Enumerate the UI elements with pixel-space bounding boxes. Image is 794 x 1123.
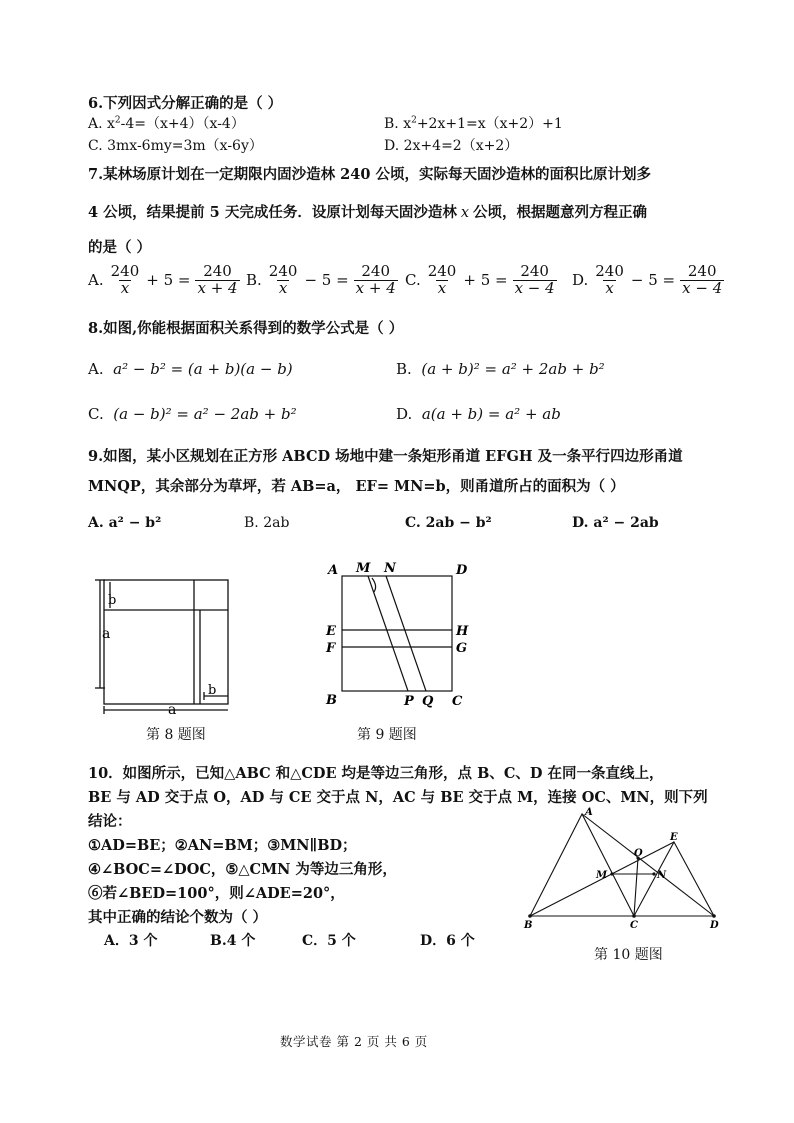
fig9-label-m: M (356, 561, 371, 576)
q6-option-b-post: +2x+1=x（x+2）+1 (416, 116, 563, 132)
q9-option-a[interactable]: A. a² − b² (88, 515, 162, 531)
q10-option-c[interactable]: C．5 个 (302, 933, 356, 949)
q7-option-c-num2: 240 (520, 262, 549, 280)
q7-option-c-op: + 5 = (463, 271, 508, 290)
q6-option-c[interactable]: C. 3mx-6my=3m（x-6y） (88, 138, 263, 154)
q7-option-d-op: − 5 = (630, 271, 676, 290)
fig9-label-c: C (452, 694, 463, 709)
fig9-label-n: N (384, 561, 396, 576)
q10-line4: ①AD=BE；②AN=BM；③MN∥BD； (88, 837, 357, 854)
q10-option-a[interactable]: A．3 个 (104, 933, 158, 949)
q10-line7: 其中正确的结论个数为（ ） (88, 909, 268, 926)
figure-9 (316, 556, 476, 716)
q6-option-a-sup: 2 (114, 115, 121, 126)
fig9-square-abcd (342, 576, 452, 691)
fig10-label-n: N (657, 870, 667, 881)
q7-line2-post: 公顷，根据题意列方程正确 (473, 204, 648, 221)
q9-option-d[interactable]: D. a² − 2ab (572, 515, 659, 531)
q10-line3: 结论： (88, 813, 132, 830)
q7-line2-pre: 4 公顷，结果提前 5 天完成任务．设原计划每天固沙造林 (88, 204, 457, 221)
fig10-triangle-abc (530, 814, 634, 916)
q7-variable-x: x (460, 205, 470, 221)
fig10-point-n (652, 872, 655, 875)
q8-option-c-formula: (a − b)² = a² − 2ab + b² (113, 405, 297, 423)
q9-line1: 9.如图，某小区规划在正方形 ABCD 场地中建一条矩形甬道 EFGH 及一条平行四边形甬道 (88, 448, 683, 465)
fig9-line-mp (368, 576, 408, 691)
q10-option-b[interactable]: B.4 个 (210, 933, 256, 949)
q6-option-a-post: -4=（x+4）（x-4） (120, 116, 245, 132)
fig8-label-a-left: a (102, 626, 111, 642)
q6-option-b-pre: B. x (384, 116, 412, 132)
q7-option-a[interactable] (88, 264, 242, 297)
fig10-triangle-cde (634, 842, 714, 916)
q8-option-d-formula: a(a + b) = a² + ab (421, 405, 561, 423)
q7-option-d[interactable] (572, 264, 726, 297)
q6-option-b[interactable] (384, 113, 563, 133)
q8-option-d-label: D. (396, 405, 413, 423)
q7-line1: 7.某林场原计划在一定期限内固沙造林 240 公顷，实际每天固沙造林的面积比原计划多 (88, 166, 651, 183)
q8-option-d[interactable] (396, 405, 561, 423)
figure-8 (90, 568, 250, 720)
page-footer: 数学试卷 第 2 页 共 6 页 (280, 1034, 428, 1049)
q7-option-c-label: C. (405, 271, 421, 290)
fig8-label-b-top: b (108, 593, 117, 608)
q7-option-d-den1: x (605, 278, 614, 297)
fig9-caption: 第 9 题图 (357, 727, 417, 743)
q10-line6: ⑥若∠BED=100°，则∠ADE=20°， (88, 885, 345, 902)
q8-option-c[interactable] (88, 405, 297, 423)
q7-option-d-label: D. (572, 271, 589, 290)
q6-option-d[interactable]: D. 2x+4=2（x+2） (384, 138, 519, 154)
q8-option-c-label: C. (88, 405, 104, 423)
fig10-label-a: A (585, 807, 593, 818)
q7-option-c[interactable] (405, 264, 559, 297)
q8-option-a-label: A. (88, 360, 104, 378)
fig9-label-g: G (456, 641, 468, 656)
q7-option-c-den1: x (437, 278, 447, 297)
fig10-label-d: D (710, 920, 719, 931)
q6-option-a[interactable] (88, 113, 245, 133)
q7-option-b-op: − 5 = (304, 271, 349, 290)
fig10-point-b (528, 914, 532, 918)
fig10-label-o: O (634, 848, 643, 859)
q10-line1: 10．如图所示，已知△ABC 和△CDE 均是等边三角形，点 B、C、D 在同一条直线上， (88, 765, 664, 782)
q7-option-b[interactable] (246, 264, 400, 297)
q8-option-b-label: B. (396, 360, 412, 378)
fig10-label-e: E (670, 832, 678, 843)
fig10-point-d (712, 914, 716, 918)
fig9-label-e: E (326, 624, 336, 639)
fig10-line-oc (634, 858, 638, 916)
q8-option-b-formula: (a + b)² = a² + 2ab + b² (421, 360, 605, 378)
fig9-label-b: B (326, 693, 337, 708)
q7-option-a-num2: 240 (203, 262, 232, 280)
fig8-caption: 第 8 题图 (146, 727, 206, 743)
fig9-label-f: F (326, 641, 336, 656)
q6-stem: 6.下列因式分解正确的是（ ） (88, 95, 283, 112)
fig8-label-a-bottom: a (168, 702, 177, 718)
q8-option-a[interactable] (88, 360, 293, 378)
q8-option-b[interactable] (396, 360, 605, 378)
fig10-caption: 第 10 题图 (594, 947, 663, 963)
q7-line2 (88, 201, 647, 222)
figure-10 (518, 806, 728, 932)
fig10-line-ad (582, 814, 714, 916)
q7-option-c-num1: 240 (427, 262, 457, 280)
q7-option-b-num1: 240 (268, 262, 298, 280)
q8-stem: 8.如图,你能根据面积关系得到的数学公式是（ ） (88, 320, 404, 337)
fig9-label-q: Q (422, 694, 434, 709)
q6-option-a-pre: A. x (88, 116, 115, 132)
q7-option-d-num2: 240 (687, 262, 717, 280)
fig10-label-m: M (596, 870, 608, 881)
q7-option-a-den1: x (120, 278, 130, 297)
q7-option-b-num2: 240 (361, 262, 391, 280)
fig10-point-m (610, 872, 613, 875)
fig9-label-h: H (456, 624, 469, 639)
q7-option-c-den2: x − 4 (514, 278, 555, 297)
q10-line5: ④∠BOC=∠DOC，⑤△CMN 为等边三角形， (88, 861, 397, 878)
q7-option-b-label: B. (246, 271, 262, 290)
q7-option-a-label: A. (88, 271, 104, 290)
fig10-label-b: B (524, 920, 533, 931)
fig9-line-nq (386, 576, 426, 691)
q7-option-b-den2: x + 4 (355, 278, 396, 297)
q6-option-b-sup: 2 (411, 115, 417, 126)
q10-line2: BE 与 AD 交于点 O，AD 与 CE 交于点 N，AC 与 BE 交于点 M，连接 OC、MN，则下列 (88, 789, 708, 806)
fig10-label-c: C (630, 920, 638, 931)
q7-line3: 的是（ ） (88, 239, 152, 256)
q7-option-d-den2: x − 4 (682, 278, 723, 297)
q7-option-a-den2: x + 4 (197, 278, 238, 297)
q9-line2: MNQP，其余部分为草坪，若 AB=a， EF= MN=b，则甬道所占的面积为（ ） (88, 478, 625, 495)
fig8-label-b-bottom: b (208, 683, 217, 698)
q8-option-a-formula: a² − b² = (a + b)(a − b) (113, 360, 293, 378)
q7-option-a-num1: 240 (110, 262, 140, 280)
q7-option-a-op: + 5 = (146, 271, 191, 290)
fig9-label-d: D (456, 563, 468, 578)
fig10-point-c (632, 914, 636, 918)
fig9-label-a: A (328, 563, 339, 578)
q7-option-b-den1: x (278, 278, 288, 297)
q10-option-d[interactable]: D．6 个 (420, 933, 475, 949)
q9-option-b[interactable]: B. 2ab (244, 515, 290, 531)
q7-option-d-num1: 240 (595, 262, 624, 280)
q9-option-c[interactable]: C. 2ab − b² (405, 515, 492, 531)
fig9-label-p: P (404, 694, 414, 709)
